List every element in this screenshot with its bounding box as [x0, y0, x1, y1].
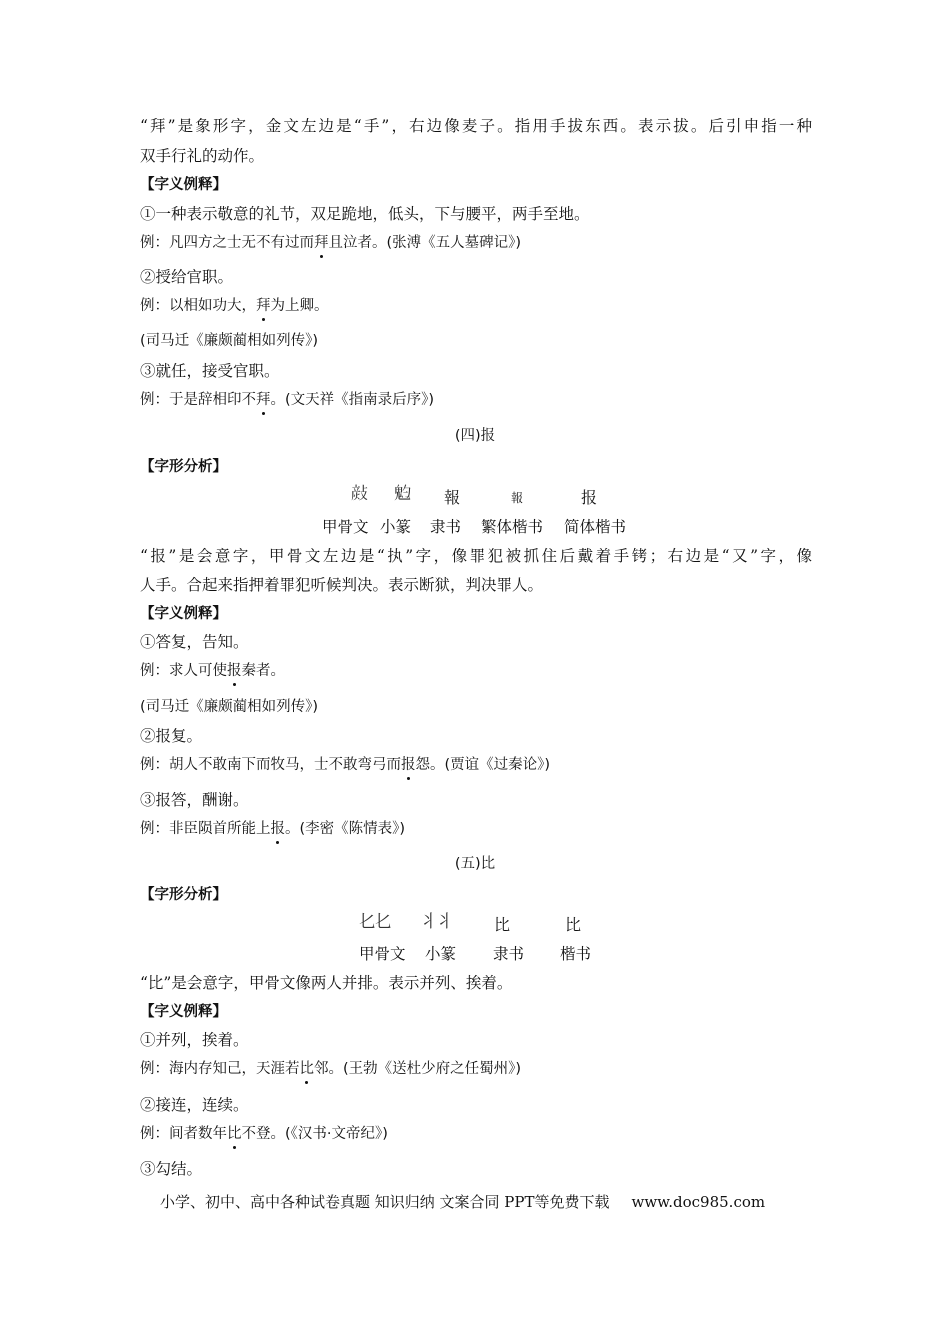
bao-desc-2: 人手。合起来指押着罪犯听候判决。表示断狱，判决罪人。	[140, 576, 544, 594]
footer-text: 小学、初中、高中各种试卷真题 知识归纳 文案合同 PPT等免费下载	[160, 1193, 610, 1211]
bao-desc-1: “报”是会意字，甲骨文左边是“执”字，像罪犯被抓住后戴着手铐；右边是“又”字，像	[140, 547, 812, 565]
bai-meaning-3: ③就任，接受官职。	[140, 362, 280, 380]
emphasis-char: 比	[227, 1126, 242, 1142]
emphasis-char: 拜	[256, 392, 271, 408]
bi-meaning-1: ①并列，挨着。	[140, 1031, 249, 1049]
bao-glyph-seal: 𩲃	[394, 484, 410, 504]
bao-label-oracle: 甲骨文	[322, 518, 369, 536]
bai-example-2-source: (司马迁《廉颇蔺相如列传》)	[140, 333, 319, 349]
bi-label-clerical: 隶书	[493, 945, 525, 963]
bao-example-1: 例：求人可使报秦者。	[140, 663, 285, 679]
bao-glyph-clerical: 報	[443, 488, 460, 507]
emphasis-char: 报	[270, 821, 285, 837]
page-footer	[160, 1192, 765, 1212]
bi-label-regular: 楷书	[560, 945, 592, 963]
bao-label-seal: 小篆	[380, 518, 412, 536]
form-header-bi: 【字形分析】	[140, 887, 227, 903]
meaning-header-bi: 【字义例释】	[140, 1004, 227, 1020]
bao-example-2: 例：胡人不敢南下而牧马，士不敢弯弓而报怨。(贾谊《过秦论》)	[140, 757, 551, 773]
emphasis-char: 拜	[256, 298, 271, 314]
bi-glyph-clerical: 比	[493, 915, 510, 934]
bao-glyph-traditional: 報	[510, 491, 523, 505]
emphasis-char: 报	[401, 757, 416, 773]
form-header-bao: 【字形分析】	[140, 459, 227, 475]
emphasis-char: 报	[227, 663, 242, 679]
bi-glyph-regular: 比	[564, 915, 581, 934]
emphasis-char: 比	[299, 1061, 314, 1077]
bi-label-oracle: 甲骨文	[359, 945, 406, 963]
meaning-header-bao: 【字义例释】	[140, 606, 227, 622]
bao-label-clerical: 隶书	[430, 518, 462, 536]
bao-meaning-1: ①答复，告知。	[140, 633, 249, 651]
bai-example-1: 例：凡四方之士无不有过而拜且泣者。(张溥《五人墓碑记》)	[140, 235, 522, 251]
emphasis-char: 拜	[314, 235, 329, 251]
bao-glyph-oracle: 𢾬	[351, 484, 367, 504]
bai-meaning-2: ②授给官职。	[140, 268, 234, 286]
footer-url[interactable]: www.doc985.com	[631, 1193, 766, 1211]
bao-label-simplified: 简体楷书	[564, 518, 627, 536]
bai-example-2: 例：以相如功大，拜为上卿。	[140, 298, 329, 314]
bao-glyph-simplified: 报	[580, 488, 597, 507]
bao-meaning-3: ③报答，酬谢。	[140, 791, 249, 809]
bi-desc: “比”是会意字，甲骨文像两人并排。表示并列、挨着。	[140, 974, 513, 992]
intro-line-1: “拜”是象形字，金文左边是“手”，右边像麦子。指用手拔东西。表示拔。后引申指一种	[140, 117, 812, 135]
bi-example-2: 例：间者数年比不登。(《汉书·文帝纪》)	[140, 1126, 388, 1142]
bi-example-1: 例：海内存知己，天涯若比邻。(王勃《送杜少府之任蜀州》)	[140, 1061, 522, 1077]
section-title-bi: (五)比	[454, 856, 496, 872]
bi-glyph-seal: ⺦⺦	[420, 912, 452, 932]
intro-line-2: 双手行礼的动作。	[140, 147, 265, 165]
meaning-header-bai: 【字义例释】	[140, 177, 227, 193]
bao-label-traditional: 繁体楷书	[481, 518, 544, 536]
bai-example-3: 例：于是辞相印不拜。(文天祥《指南录后序》)	[140, 392, 435, 408]
bi-glyph-oracle: 𠤎𠤎	[359, 912, 391, 932]
bao-example-1-source: (司马迁《廉颇蔺相如列传》)	[140, 699, 319, 715]
bi-meaning-3: ③勾结。	[140, 1160, 203, 1178]
bi-meaning-2: ②接连，连续。	[140, 1096, 249, 1114]
bao-meaning-2: ②报复。	[140, 727, 203, 745]
bai-meaning-1: ①一种表示敬意的礼节，双足跪地，低头，下与腰平，两手至地。	[140, 205, 590, 223]
bao-example-3: 例：非臣陨首所能上报。(李密《陈情表》)	[140, 821, 406, 837]
section-title-bao: (四)报	[454, 428, 496, 444]
bi-label-seal: 小篆	[425, 945, 457, 963]
